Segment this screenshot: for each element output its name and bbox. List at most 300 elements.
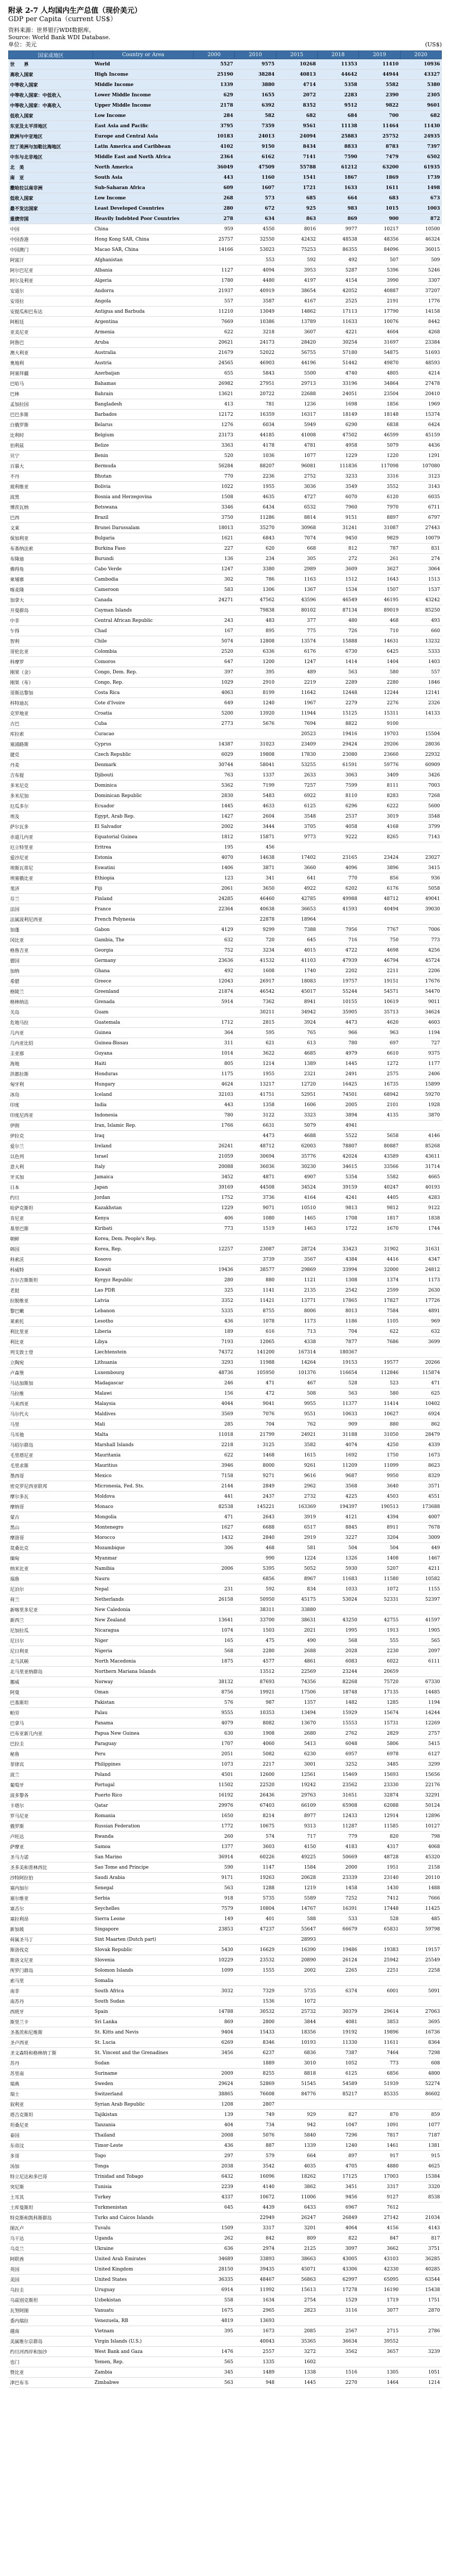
gdp-value-cell: 3316 [359, 471, 400, 482]
country-name-cn: 圣文森特和格林纳丁斯 [9, 2048, 93, 2058]
gdp-value-cell: 4698 [359, 945, 400, 956]
country-name-cn: 格林纳达 [9, 997, 93, 1007]
gdp-value-cell: 7464 [359, 2048, 400, 2058]
gdp-value-cell: 2085 [276, 2326, 317, 2336]
gdp-value-cell [359, 1234, 400, 1244]
gdp-value-cell: 1326 [317, 1553, 358, 1564]
gdp-value-cell: 632 [194, 935, 235, 945]
gdp-value-cell: 32874 [359, 1790, 400, 1801]
gdp-value-cell: 68942 [359, 1090, 400, 1100]
gdp-value-cell: 475 [235, 1636, 276, 1646]
gdp-value-cell: 16190 [359, 2285, 400, 2295]
gdp-value-cell: 26158 [194, 1595, 235, 1605]
gdp-value-cell: 1633 [317, 183, 358, 193]
gdp-value-cell: 555 [359, 1636, 400, 1646]
gdp-value-cell [194, 2213, 235, 2223]
gdp-value-cell: 21874 [194, 987, 235, 997]
gdp-value-cell: 787 [359, 544, 400, 554]
gdp-value-cell: 2437 [235, 1492, 276, 1502]
gdp-value-cell: 20628 [276, 1873, 317, 1883]
table-row [9, 2213, 442, 2223]
country-name-cn: 英国 [9, 2264, 93, 2275]
gdp-value-cell: 6924 [400, 1409, 441, 1419]
gdp-value-cell: 4604 [359, 327, 400, 337]
header-row [9, 51, 442, 59]
table-row [9, 1131, 442, 1141]
gdp-value-cell: 45724 [400, 956, 441, 966]
country-name-en: United Kingdom [93, 2264, 194, 2275]
gdp-value-cell: 1381 [400, 2141, 441, 2151]
gdp-value-cell: 773 [359, 2058, 400, 2069]
gdp-value-cell: 4140 [235, 2182, 276, 2192]
gdp-value-cell: 40494 [359, 904, 400, 914]
gdp-value-cell: 36653 [276, 904, 317, 914]
gdp-value-cell: 1308 [317, 1275, 358, 1285]
gdp-value-cell: 668 [276, 544, 317, 554]
gdp-value-cell: 7298 [400, 2048, 441, 2058]
country-name-en: Gabon [93, 925, 194, 935]
country-name-cn: 科摩罗 [9, 657, 93, 667]
country-name-cn: 圭亚那 [9, 1048, 93, 1059]
gdp-value-cell: 17135 [359, 1687, 400, 1698]
gdp-value-cell: 62088 [359, 1801, 400, 1811]
country-name-en: Qatar [93, 1801, 194, 1811]
gdp-value-cell: 52397 [400, 1595, 441, 1605]
country-name-cn: 格陵兰 [9, 987, 93, 997]
gdp-value-cell: 704 [317, 1327, 358, 1337]
gdp-value-cell: 2525 [317, 296, 358, 307]
gdp-value-cell: 46195 [359, 595, 400, 605]
gdp-value-cell: 4922 [276, 884, 317, 894]
table-row [9, 1007, 442, 1018]
gdp-value-cell: 23504 [359, 389, 400, 399]
gdp-value-cell: 16317 [276, 410, 317, 420]
gdp-value-cell: 1335 [235, 2357, 276, 2367]
country-name-en: Kenya [93, 1213, 194, 1224]
table-row [9, 811, 442, 822]
gdp-value-cell: 817 [400, 2233, 441, 2244]
gdp-value-cell: 21799 [235, 1430, 276, 1440]
country-name-en: San Marino [93, 1852, 194, 1862]
country-name-en: El Salvador [93, 822, 194, 832]
country-name-cn: 新喀里多尼亚 [9, 1605, 93, 1615]
gdp-value-cell: 11425 [400, 1904, 441, 1914]
gdp-value-cell: 1692 [317, 1450, 358, 1461]
gdp-value-cell: 6432 [194, 2172, 235, 2182]
gdp-value-cell: 47562 [235, 595, 276, 605]
gdp-value-cell: 4317 [359, 1842, 400, 1852]
country-name-cn: 几内亚 [9, 1028, 93, 1038]
country-name-en: Latin America and Caribbean [93, 142, 194, 152]
gdp-value-cell: 10619 [359, 997, 400, 1007]
gdp-value-cell: 11585 [359, 1821, 400, 1832]
gdp-value-cell: 311 [194, 1038, 235, 1048]
gdp-value-cell: 7074 [276, 533, 317, 544]
country-name-cn: 喀麦隆 [9, 585, 93, 595]
country-name-en: Costa Rica [93, 688, 194, 698]
gdp-value-cell: 7158 [194, 1471, 235, 1481]
country-name-en: Middle East and North Africa [93, 152, 194, 162]
gdp-value-cell: 9450 [317, 533, 358, 544]
gdp-value-cell [359, 1976, 400, 1986]
country-name-cn: 土库曼斯坦 [9, 2202, 93, 2213]
country-name-en: Congo, Dem. Rep. [93, 667, 194, 677]
gdp-value-cell: 10229 [194, 1955, 235, 1965]
gdp-value-cell: 167 [194, 626, 235, 636]
country-name-en: Malta [93, 1430, 194, 1440]
country-name-cn: 巴基斯坦 [9, 1698, 93, 1708]
gdp-value-cell: 7584 [359, 1306, 400, 1316]
gdp-value-cell: 3452 [194, 1172, 235, 1182]
country-name-cn: 塞内加尔 [9, 1883, 93, 1893]
country-name-cn: 圣多美和普林西比 [9, 1862, 93, 1873]
table-row [9, 1924, 442, 1935]
gdp-value-cell: 3548 [400, 811, 441, 822]
country-name-en: Cuba [93, 719, 194, 729]
gdp-value-cell [276, 2316, 317, 2326]
table-row [9, 1028, 442, 1038]
gdp-value-cell: 6631 [235, 1121, 276, 1131]
gdp-value-cell: 5430 [194, 1945, 235, 1955]
table-row [9, 121, 442, 131]
gdp-value-cell: 770 [194, 471, 235, 482]
gdp-value-cell: 456 [235, 842, 276, 853]
gdp-value-cell: 36634 [317, 2336, 358, 2347]
gdp-value-cell: 116654 [317, 1368, 358, 1378]
table-row [9, 2326, 442, 2336]
gdp-value-cell: 5091 [400, 1986, 441, 1996]
gdp-value-cell: 45071 [276, 2264, 317, 2275]
gdp-value-cell: 897 [317, 2151, 358, 2161]
table-row [9, 1182, 442, 1193]
country-name-cn: 克罗地亚 [9, 708, 93, 719]
gdp-value-cell: 4129 [194, 925, 235, 935]
country-name-en: Vietnam [93, 2326, 194, 2336]
gdp-value-cell: 50669 [317, 1852, 358, 1862]
country-name-en: Cote d'Ivoire [93, 698, 194, 708]
gdp-value-cell: 780 [194, 1110, 235, 1121]
gdp-value-cell: 1776 [400, 296, 441, 307]
gdp-value-cell: 900 [359, 214, 400, 224]
gdp-value-cell: 3705 [276, 822, 317, 832]
gdp-value-cell: 576 [194, 1698, 235, 1708]
country-name-cn: 北马里亚纳群岛 [9, 1667, 93, 1677]
gdp-value-cell: 23409 [276, 739, 317, 750]
gdp-value-cell: 6290 [317, 420, 358, 430]
country-name-en: Germany [93, 956, 194, 966]
country-name-en: Slovenia [93, 1955, 194, 1965]
gdp-value-cell: 18013 [194, 523, 235, 533]
table-row [9, 307, 442, 317]
table-row [9, 1296, 442, 1306]
gdp-value-cell: 30968 [276, 523, 317, 533]
country-name-en: Brazil [93, 513, 194, 523]
gdp-value-cell: 2038 [194, 2161, 235, 2172]
gdp-value-cell: 3123 [400, 471, 441, 482]
gdp-value-cell: 10079 [400, 533, 441, 544]
gdp-value-cell: 23330 [359, 1780, 400, 1790]
gdp-value-cell: 3036 [276, 482, 317, 492]
gdp-value-cell: 36285 [400, 2254, 441, 2264]
gdp-value-cell: 7412 [359, 1893, 400, 1904]
gdp-value-cell: 23165 [317, 853, 358, 863]
country-name-en: Samoa [93, 1842, 194, 1852]
gdp-value-cell: 62003 [276, 1141, 317, 1151]
table-row [9, 2275, 442, 2285]
gdp-value-cell: 629 [194, 90, 235, 100]
gdp-value-cell: 582 [235, 111, 276, 121]
table-row [9, 379, 442, 389]
gdp-value-cell: 31714 [400, 1162, 441, 1172]
country-name-cn: 毛里求斯 [9, 1461, 93, 1471]
gdp-value-cell [317, 1976, 358, 1986]
country-name-en: Barbados [93, 410, 194, 420]
gdp-value-cell: 2840 [235, 1533, 276, 1543]
table-row [9, 2264, 442, 2275]
gdp-value-cell: 1074 [194, 1625, 235, 1636]
gdp-value-cell: 44196 [276, 358, 317, 368]
table-row [9, 533, 442, 544]
country-name-cn: 刚果（金） [9, 667, 93, 677]
gdp-value-cell: 45320 [400, 1852, 441, 1862]
gdp-value-cell: 7187 [400, 2130, 441, 2141]
gdp-value-cell: 1889 [235, 2058, 276, 2069]
country-name-cn: 冰岛 [9, 1090, 93, 1100]
table-row [9, 1430, 442, 1440]
gdp-value-cell: 243 [194, 616, 235, 626]
country-name-cn: 尼泊尔 [9, 1584, 93, 1595]
gdp-value-cell: 1838 [400, 1213, 441, 1224]
gdp-value-cell: 10353 [235, 1708, 276, 1718]
table-row [9, 2038, 442, 2048]
table-row [9, 410, 442, 420]
header-country-en: Country or Area [93, 51, 194, 59]
table-row [9, 214, 442, 224]
gdp-value-cell: 43306 [317, 2264, 358, 2275]
gdp-value-cell: 3542 [235, 2161, 276, 2172]
gdp-value-cell: 12914 [359, 1811, 400, 1821]
gdp-value-cell: 13574 [276, 636, 317, 647]
gdp-value-cell: 2072 [276, 90, 317, 100]
gdp-value-cell: 5415 [400, 1739, 441, 1749]
gdp-value-cell [359, 2357, 400, 2367]
gdp-value-cell: 20890 [276, 1955, 317, 1965]
gdp-value-cell: 6230 [276, 1749, 317, 1759]
gdp-value-cell: 9222 [317, 832, 358, 842]
table-row [9, 1481, 442, 1492]
gdp-value-cell: 7694 [276, 719, 317, 729]
gdp-value-cell: 31087 [359, 523, 400, 533]
country-name-cn: 马耳他 [9, 1430, 93, 1440]
gdp-value-cell: 17506 [276, 1687, 317, 1698]
gdp-value-cell: 4416 [359, 1255, 400, 1265]
country-name-en: Papua New Guinea [93, 1728, 194, 1739]
gdp-value-cell: 11286 [235, 513, 276, 523]
country-name-en: Syrian Arab Republic [93, 2099, 194, 2110]
gdp-value-cell: 280 [194, 1275, 235, 1285]
gdp-value-cell: 86602 [400, 2089, 441, 2099]
gdp-value-cell: 1291 [400, 451, 441, 461]
gdp-value-cell: 2230 [359, 1646, 400, 1656]
gdp-value-cell: 35270 [235, 523, 276, 533]
gdp-value-cell: 2962 [276, 1481, 317, 1492]
gdp-value-cell: 1357 [276, 1698, 317, 1708]
gdp-value-cell: 9512 [317, 100, 358, 111]
gdp-value-cell: 14788 [194, 2007, 235, 2017]
gdp-value-cell: 9313 [276, 1821, 317, 1832]
table-row [9, 1285, 442, 1296]
gdp-value-cell: 2211 [359, 966, 400, 976]
table-row [9, 1883, 442, 1893]
country-name-cn: 哈萨克斯坦 [9, 1203, 93, 1213]
gdp-value-cell: 583 [194, 585, 235, 595]
table-row [9, 904, 442, 914]
gdp-value-cell: 25752 [359, 131, 400, 142]
gdp-value-cell: 115874 [400, 1368, 441, 1378]
gdp-value-cell: 15469 [317, 1770, 358, 1780]
gdp-value-cell: 805 [194, 1059, 235, 1069]
country-name-cn: 瓦努阿图 [9, 2306, 93, 2316]
gdp-value-cell: 36036 [235, 1162, 276, 1172]
gdp-value-cell: 15374 [400, 410, 441, 420]
country-name-en: Tunisia [93, 2182, 194, 2192]
gdp-value-cell: 4060 [235, 1739, 276, 1749]
country-name-cn: 坦桑尼亚 [9, 2120, 93, 2130]
country-name-en: Panama [93, 1718, 194, 1728]
gdp-value-cell: 1285 [359, 1698, 400, 1708]
country-name-cn: 苏丹 [9, 2058, 93, 2069]
gdp-value-cell: 2910 [235, 677, 276, 688]
gdp-value-cell: 12065 [235, 1337, 276, 1347]
gdp-value-cell: 66109 [276, 1801, 317, 1811]
gdp-value-cell: 2406 [400, 1069, 441, 1079]
gdp-value-cell: 1740 [276, 966, 317, 976]
gdp-value-cell: 3380 [235, 564, 276, 574]
country-name-cn: 美国 [9, 2275, 93, 2285]
gdp-value-cell: 4577 [235, 1656, 276, 1667]
gdp-value-cell: 9616 [276, 1471, 317, 1481]
country-name-cn: 伯利兹 [9, 440, 93, 451]
table-row [9, 997, 442, 1007]
gdp-value-cell: 490 [276, 1636, 317, 1646]
gdp-value-cell: 929 [276, 2110, 317, 2120]
gdp-value-cell: 2265 [317, 1965, 358, 1976]
gdp-value-cell: 1650 [194, 1811, 235, 1821]
gdp-value-cell: 4685 [276, 1048, 317, 1059]
gdp-value-cell: 32103 [194, 1090, 235, 1100]
gdp-value-cell: 6856 [235, 1574, 276, 1584]
gdp-value-cell: 7387 [317, 2048, 358, 2058]
gdp-value-cell: 1214 [400, 2378, 441, 2388]
table-row [9, 1162, 442, 1172]
gdp-value-cell: 565 [194, 2357, 235, 2367]
gdp-value-cell: 21034 [400, 2213, 441, 2223]
gdp-value-cell: 15888 [317, 636, 358, 647]
gdp-value-cell: 7388 [276, 925, 317, 935]
country-name-cn: 亚美尼亚 [9, 327, 93, 337]
gdp-value-cell: 30211 [235, 1007, 276, 1018]
gdp-value-cell: 9829 [359, 533, 400, 544]
gdp-value-cell: 1339 [276, 2141, 317, 2151]
gdp-value-cell: 34689 [194, 2254, 235, 2264]
country-name-en: Peru [93, 1749, 194, 1759]
table-row [9, 1419, 442, 1430]
country-name-en: Liechtenstein [93, 1347, 194, 1358]
gdp-value-cell: 17125 [317, 2172, 358, 2182]
gdp-value-cell: 4473 [317, 1018, 358, 1028]
gdp-value-cell: 3323 [276, 1110, 317, 1121]
gdp-value-cell: 9375 [400, 1048, 441, 1059]
country-name-en: Cameroon [93, 585, 194, 595]
gdp-value-cell: 1507 [359, 585, 400, 595]
country-name-en: United Arab Emirates [93, 2254, 194, 2264]
table-row [9, 1821, 442, 1832]
gdp-value-cell: 1905 [400, 1625, 441, 1636]
gdp-value-cell: 563 [194, 1883, 235, 1893]
country-name-cn: 索马里 [9, 1976, 93, 1986]
country-name-en: Turkmenistan [93, 2202, 194, 2213]
gdp-value-cell: 6978 [359, 1749, 400, 1759]
gdp-value-cell: 4436 [400, 440, 441, 451]
country-name-en: Senegal [93, 1883, 194, 1893]
country-name-cn: 新西兰 [9, 1615, 93, 1625]
table-row [9, 853, 442, 863]
gdp-value-cell: 14387 [194, 739, 235, 750]
gdp-value-cell: 2283 [317, 90, 358, 100]
gdp-value-cell: 1091 [359, 2120, 400, 2130]
gdp-value-cell: 4635 [235, 492, 276, 502]
gdp-value-cell: 5735 [235, 1893, 276, 1904]
gdp-value-cell: 260 [194, 1832, 235, 1842]
gdp-value-cell: 987 [235, 1698, 276, 1708]
table-row [9, 2161, 442, 2172]
country-name-cn: 低收入国家 [9, 193, 93, 204]
country-name-cn: 芬兰 [9, 894, 93, 904]
gdp-value-cell: 33700 [235, 1615, 276, 1625]
gdp-value-cell: 261 [359, 554, 400, 564]
table-row [9, 1749, 442, 1759]
gdp-value-cell: 634 [235, 214, 276, 224]
gdp-value-cell: 28993 [276, 1935, 317, 1945]
gdp-value-cell: 52331 [359, 1595, 400, 1605]
gdp-value-cell: 13621 [194, 389, 235, 399]
gdp-value-cell: 1404 [359, 657, 400, 667]
gdp-value-cell: 39030 [400, 904, 441, 914]
country-name-en: South Sudan [93, 1996, 194, 2007]
gdp-value-cell: 53023 [235, 245, 276, 255]
table-row [9, 2151, 442, 2161]
gdp-value-cell: 959 [194, 224, 235, 234]
gdp-value-cell: 4154 [317, 276, 358, 286]
country-name-cn: 南苏丹 [9, 1996, 93, 2007]
country-name-en: St. Vincent and the Grenadines [93, 2048, 194, 2058]
gdp-value-cell: 1219 [276, 1883, 317, 1893]
gdp-value-cell: 51693 [400, 348, 441, 358]
gdp-value-cell: 3799 [400, 822, 441, 832]
gdp-value-cell: 915 [400, 2151, 441, 2161]
gdp-value-cell: 472 [235, 1388, 276, 1399]
table-row [9, 399, 442, 410]
country-name-en: Lao PDR [93, 1285, 194, 1296]
gdp-value-cell: 63544 [400, 2275, 441, 2285]
gdp-value-cell: 4714 [276, 80, 317, 90]
country-name-en: Iraq [93, 1131, 194, 1141]
gdp-value-cell: 84096 [359, 245, 400, 255]
country-name-en: Singapore [93, 1924, 194, 1935]
gdp-value-cell: 11287 [317, 1821, 358, 1832]
table-body [9, 59, 442, 2388]
country-name-cn: 莱索托 [9, 1316, 93, 1327]
